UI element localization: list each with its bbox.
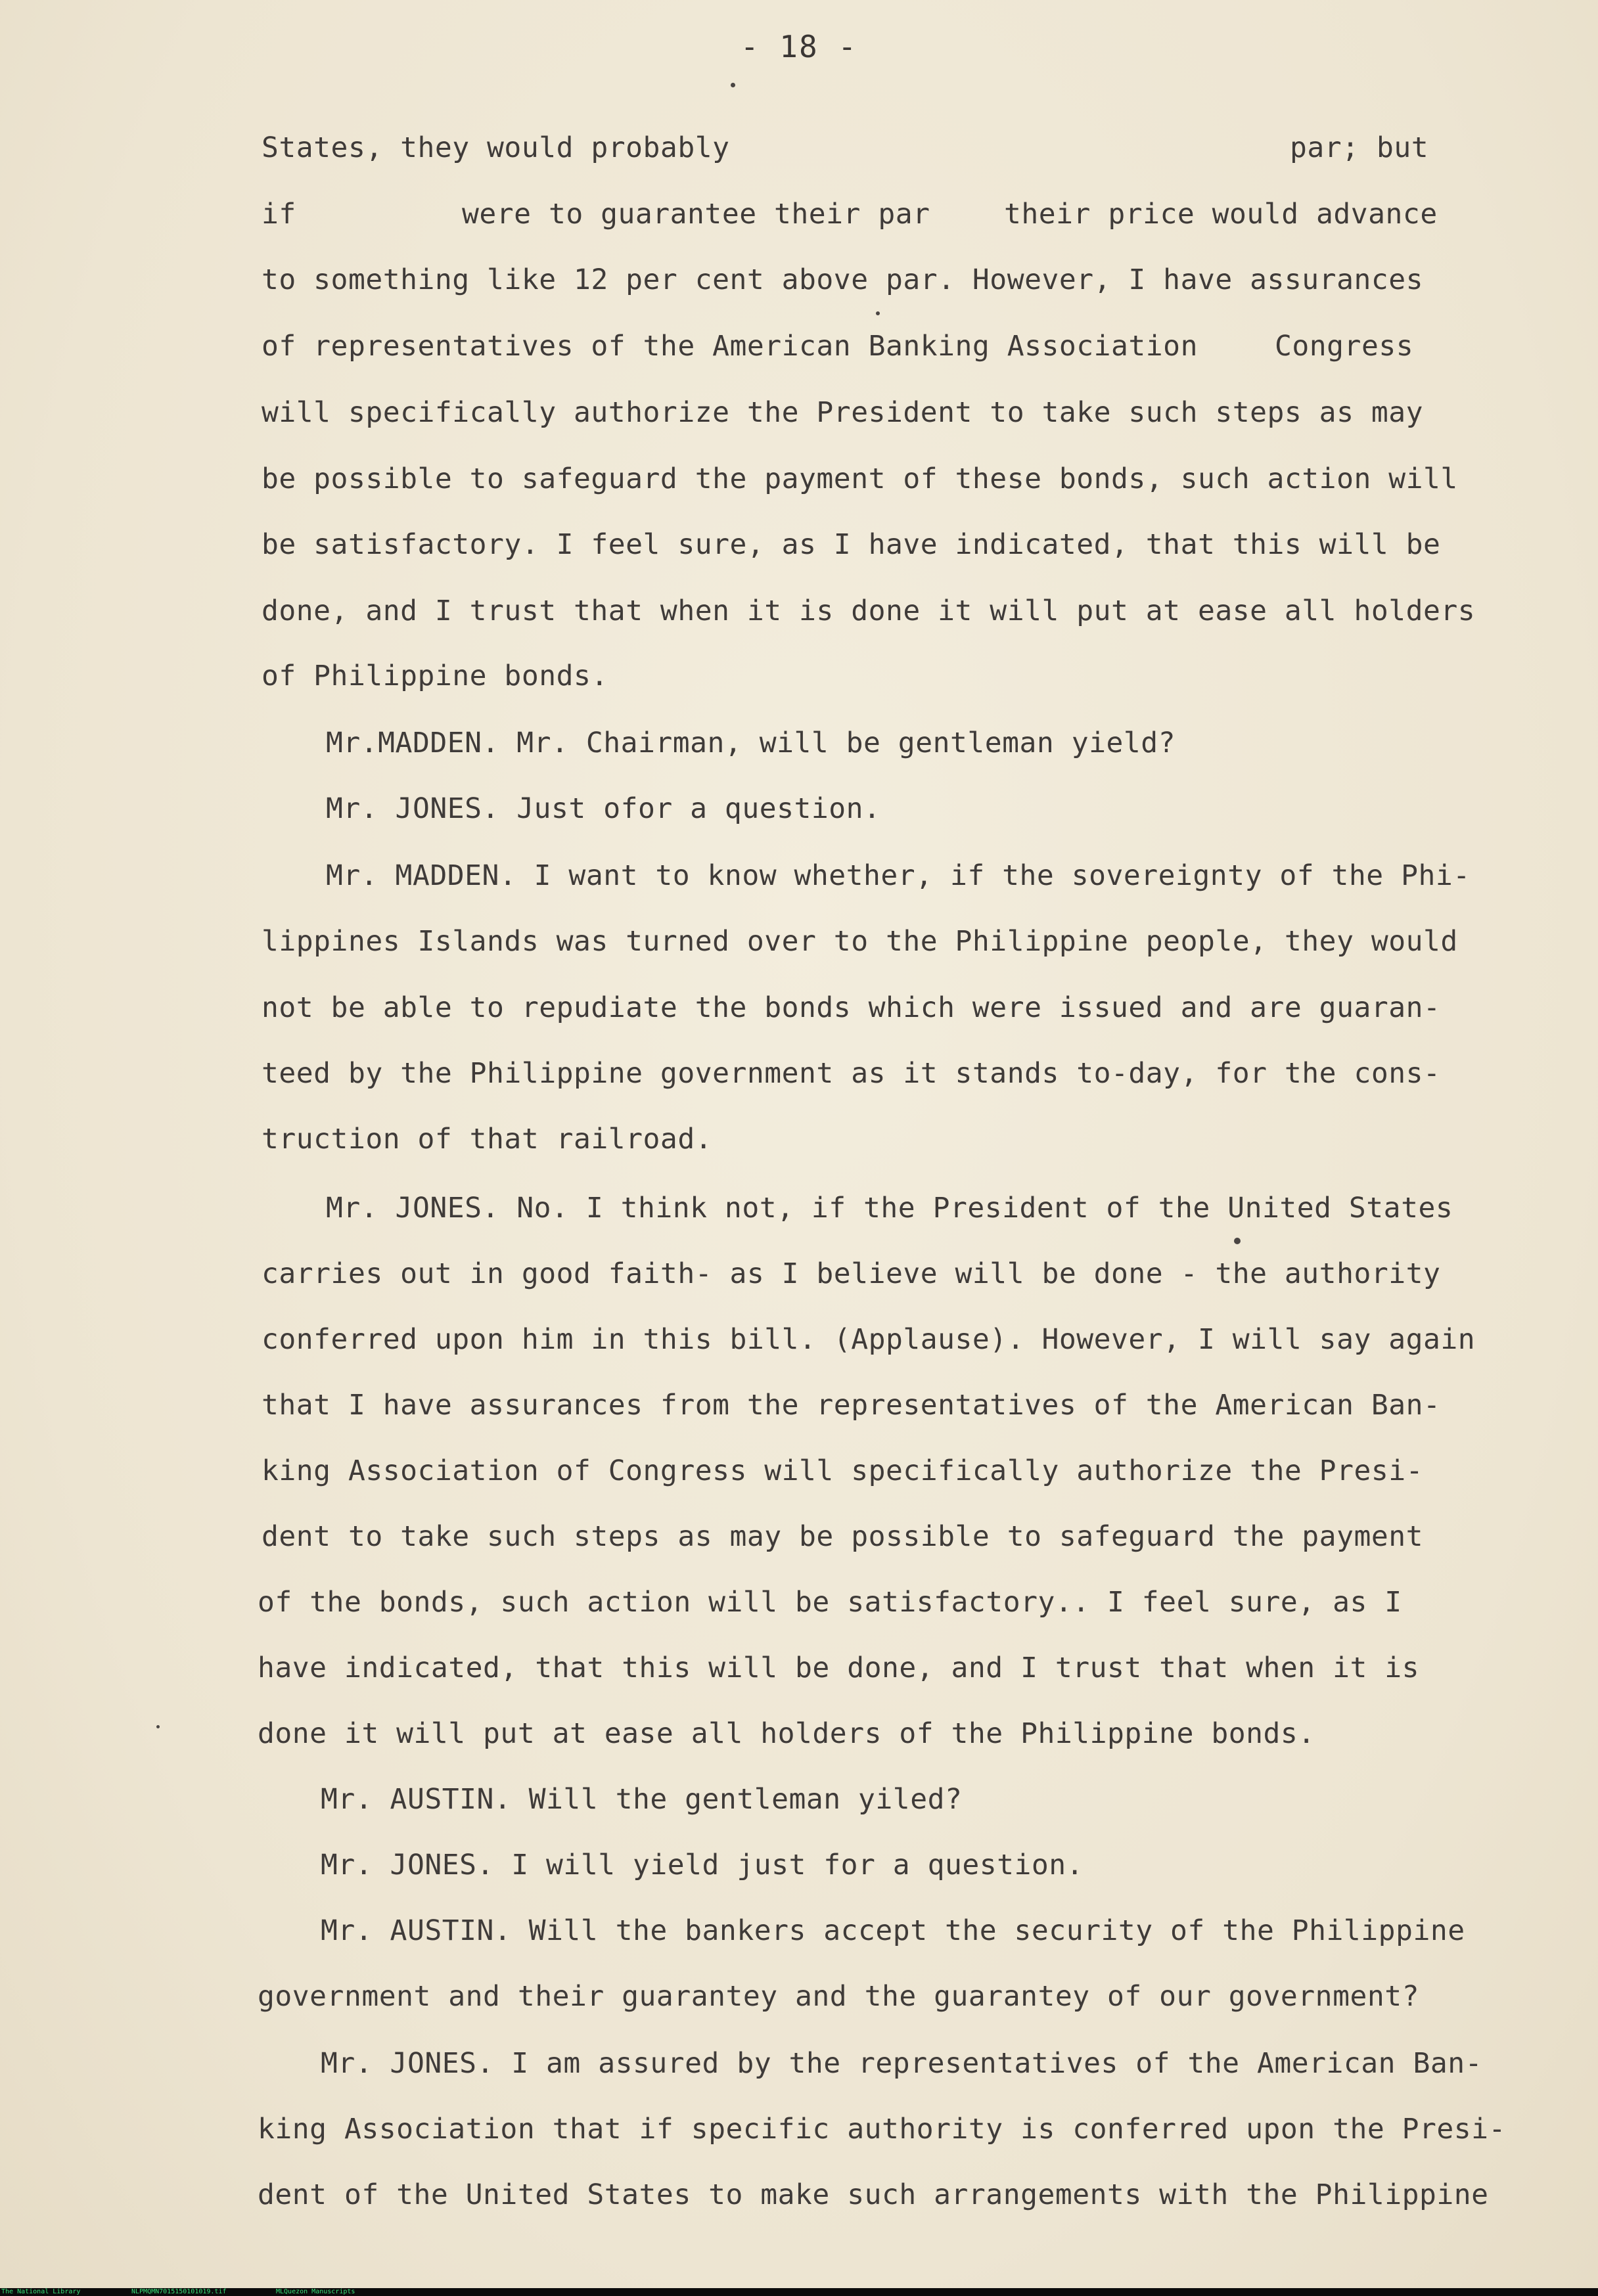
text-line: king Association that if specific authority is conferred upon the Presi- xyxy=(258,2113,1506,2146)
text-line: done it will put at ease all holders of the Philippine bonds. xyxy=(258,1717,1315,1750)
text-line: not be able to repudiate the bonds which were issued and are guaran- xyxy=(262,991,1441,1024)
text-line: lippines Islands was turned over to the Philippine people, they would xyxy=(262,925,1458,958)
text-line: Mr. JONES. Just ofor a question. xyxy=(326,792,881,825)
page-number: - 18 - xyxy=(740,29,858,64)
text-fragment: Congress xyxy=(1275,330,1414,363)
text-line: be satisfactory. I feel sure, as I have indicated, that this will be xyxy=(262,528,1441,561)
text-line: government and their guarantey and the guarantey of our government? xyxy=(258,1980,1420,2013)
text-line: if xyxy=(262,198,296,231)
text-line: that I have assurances from the representatives of the American Ban- xyxy=(262,1389,1441,1422)
text-line: done, and I trust that when it is done it will put at ease all holders xyxy=(262,595,1476,627)
text-line: will specifically authorize the President to take such steps as may xyxy=(262,396,1424,429)
text-line: Mr. AUSTIN. Will the bankers accept the security of the Philippine xyxy=(321,1914,1465,1947)
footer-library: The National Library xyxy=(1,2288,81,2295)
text-line: dent of the United States to make such arrangements with the Philippine xyxy=(258,2178,1489,2211)
ink-speck xyxy=(876,311,880,315)
text-line: to something like 12 per cent above par. However, I have assurances xyxy=(262,263,1424,296)
scan-footer-bar xyxy=(0,2288,1598,2296)
footer-collection: MLQuezon Manuscripts xyxy=(276,2288,355,2295)
ink-speck xyxy=(156,1725,160,1728)
text-line: teed by the Philippine government as it stands to-day, for the cons- xyxy=(262,1057,1441,1090)
footer-file: NLPMQMN7015150101019.tif xyxy=(131,2288,227,2295)
text-line: Mr. JONES. I will yield just for a question. xyxy=(321,1849,1084,1881)
text-line: carries out in good faith- as I believe will be done - the authority xyxy=(262,1257,1441,1290)
text-line: conferred upon him in this bill. (Applause). However, I will say again xyxy=(262,1323,1476,1356)
text-line: be possible to safeguard the payment of these bonds, such action will xyxy=(262,462,1458,495)
text-line: truction of that railroad. xyxy=(262,1123,713,1156)
text-line: have indicated, that this will be done, and I trust that when it is xyxy=(258,1652,1420,1684)
text-line: Mr. MADDEN. I want to know whether, if the sovereignty of the Phi- xyxy=(326,859,1471,892)
text-fragment: their price would advance xyxy=(1004,198,1438,231)
text-fragment: par; but xyxy=(1290,131,1429,164)
text-line: States, they would probably xyxy=(262,131,730,164)
text-line: of representatives of the American Banking Association xyxy=(262,330,1198,363)
text-line: dent to take such steps as may be possible to safeguard the payment xyxy=(262,1520,1424,1553)
text-fragment: were to guarantee their par xyxy=(462,198,930,231)
ink-speck xyxy=(731,83,735,87)
text-line: Mr. JONES. No. I think not, if the President of the United States xyxy=(326,1192,1453,1225)
text-line: of the bonds, such action will be satisfactory.. I feel sure, as I xyxy=(258,1586,1402,1619)
text-line: Mr.MADDEN. Mr. Chairman, will be gentleman yield? xyxy=(326,727,1176,759)
text-line: Mr. AUSTIN. Will the gentleman yiled? xyxy=(321,1783,963,1816)
ink-speck xyxy=(1234,1238,1241,1244)
text-line: Mr. JONES. I am assured by the representatives of the American Ban- xyxy=(321,2047,1483,2080)
text-line: of Philippine bonds. xyxy=(262,660,608,692)
text-line: king Association of Congress will specifically authorize the Presi- xyxy=(262,1454,1424,1487)
